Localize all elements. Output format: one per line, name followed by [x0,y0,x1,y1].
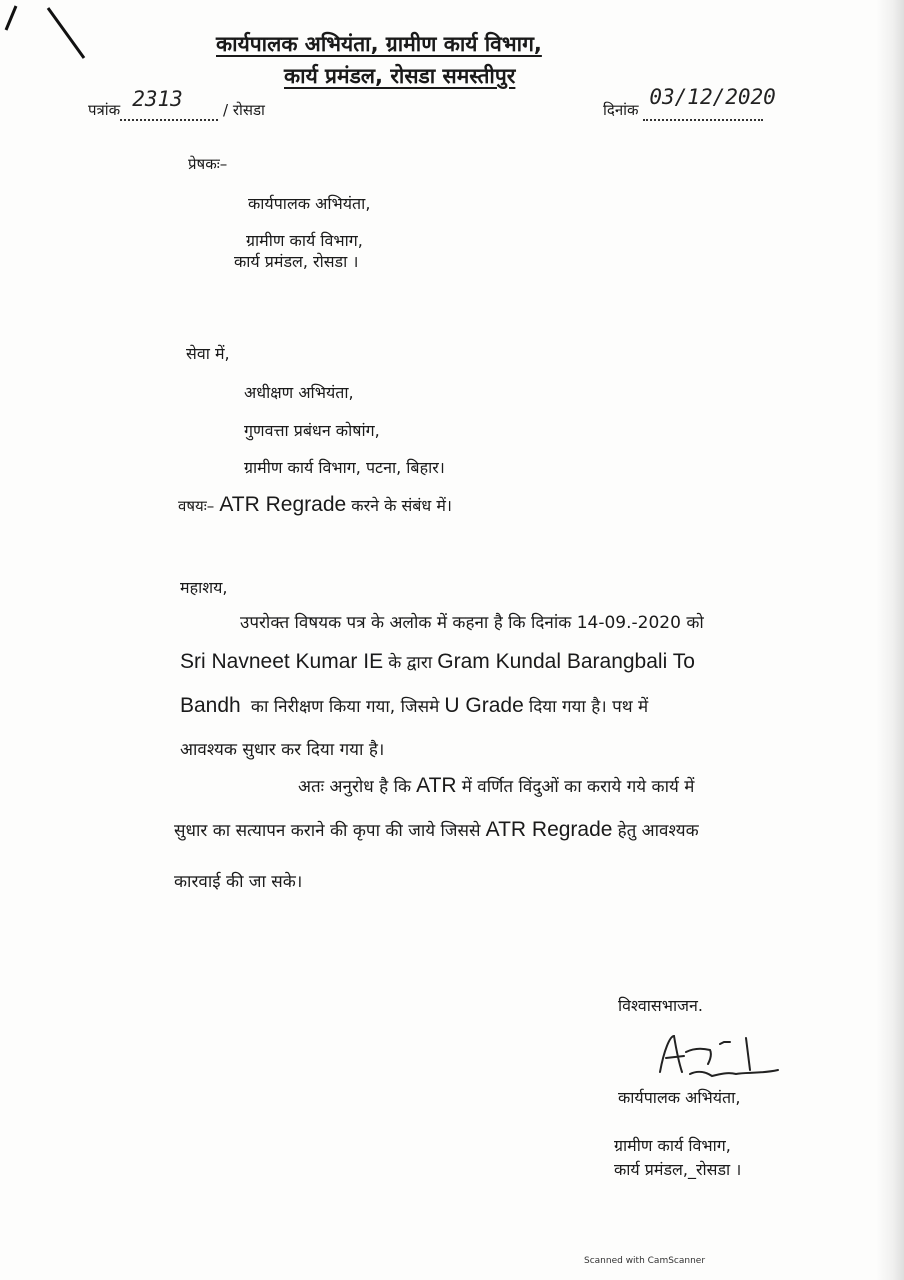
ref-number-field [120,87,218,121]
para1-line-1: उपरोक्त विषयक पत्र के अलोक में कहना है कि दिनांक 14-09.-2020 को [240,613,704,633]
subject-label: वषयः– [178,497,215,515]
ref-number: 2313 [132,87,183,111]
scan-mark-icon [0,0,90,70]
closing-dept: ग्रामीण कार्य विभाग, [614,1136,731,1155]
closing-division: कार्य प्रमंडल,_रोसडा । [614,1160,742,1179]
para1-line-2: Sri Navneet Kumar IE के द्वारा Gram Kundal Barangbali To [180,650,695,673]
closing-title: कार्यपालक अभियंता, [618,1088,741,1107]
recipient-line-1: अधीक्षण अभियंता, [244,383,354,402]
sender-line-3: कार्य प्रमंडल, रोसडा । [234,252,359,271]
recipient-line-3: ग्रामीण कार्य विभाग, पटना, बिहार। [244,458,445,477]
ref-suffix: / रोसडा [223,101,265,119]
sender-line-2: ग्रामीण कार्य विभाग, [246,231,363,250]
subject-line [178,493,452,517]
para1-line-4: आवश्यक सुधार कर दिया गया है। [180,740,385,760]
date-line [603,85,776,121]
closing-yours: विश्वासभाजन. [618,996,703,1015]
subject-rest: करने के संबंध में। [351,496,452,515]
sender-line-1: कार्यपालक अभियंता, [248,194,371,213]
para2-line-3: कारवाई की जा सके। [174,872,303,892]
header-line-2: कार्य प्रमंडल, रोसडा समस्तीपुर [284,64,516,88]
scanner-watermark: Scanned with CamScanner [584,1256,706,1266]
page-edge-shadow [876,0,904,1280]
para2-line-1: अतः अनुरोध है कि ATR में वर्णित विंदुओं का कराये गये कार्य में [298,774,695,797]
para2-line-2: सुधार का सत्यापन कराने की कृपा की जाये जिससे ATR Regrade हेतु आवश्यक [174,818,699,841]
signature [650,1030,790,1090]
salutation: महाशय, [180,578,228,597]
ref-label: पत्रांक [88,101,121,119]
sender-label: प्रेषकः– [188,155,228,173]
subject-highlight: ATR Regrade [219,493,347,516]
header-line-1: कार्यपालक अभियंता, ग्रामीण कार्य विभाग, [216,32,542,56]
para1-line-3: Bandh का निरीक्षण किया गया, जिसमे U Grade दिया गया है। पथ में [180,694,649,717]
recipient-line-2: गुणवत्ता प्रबंधन कोषांग, [244,421,380,440]
date-value: 03/12/2020 [649,85,776,109]
date-field [643,85,776,121]
ref-line [88,87,265,121]
date-label: दिनांक [603,101,639,119]
recipient-label: सेवा में, [186,344,230,363]
